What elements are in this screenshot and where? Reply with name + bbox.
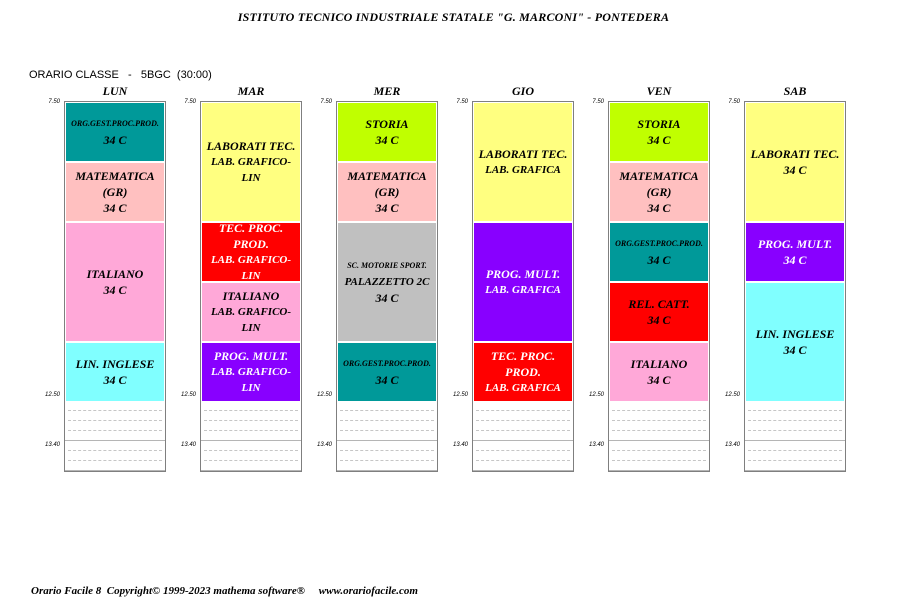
empty-row-line	[748, 450, 842, 451]
lesson-room: 34 C	[375, 373, 399, 387]
empty-row-line	[748, 460, 842, 461]
lesson-cell[interactable]	[474, 103, 572, 223]
time-label: 7.50	[592, 99, 604, 105]
lesson-subject: REL. CATT.	[628, 297, 690, 311]
empty-row-line	[204, 410, 298, 411]
lesson-cell[interactable]	[202, 283, 300, 343]
lesson-room: 34 C	[647, 201, 671, 215]
lesson-room: LAB. GRAFICO-LIN	[210, 306, 292, 334]
empty-row-line	[340, 460, 434, 461]
empty-row-line	[476, 430, 570, 431]
lesson-subject: ITALIANO	[630, 357, 688, 371]
empty-row-line	[748, 410, 842, 411]
time-label: 12.50	[44, 392, 60, 398]
school-title: ISTITUTO TECNICO INDUSTRIALE STATALE "G. MARCONI" - PONTEDERA	[237, 10, 670, 24]
empty-row-line	[204, 450, 298, 451]
empty-row-line	[68, 450, 162, 451]
lesson-cell[interactable]	[66, 103, 164, 163]
time-label: 7.50	[728, 99, 740, 105]
empty-row-line	[201, 440, 301, 441]
lesson-room: 34 C	[647, 373, 671, 387]
day-header-mer: MER	[373, 84, 401, 98]
time-label: 7.50	[320, 99, 332, 105]
lesson-cell[interactable]	[610, 283, 708, 343]
empty-row-line	[476, 410, 570, 411]
time-label: 13.40	[316, 442, 332, 448]
lesson-subject: TEC. PROC. PROD.	[218, 221, 284, 251]
lesson-room: 34 C	[647, 313, 671, 327]
lesson-room: PALAZZETTO 2C	[344, 276, 430, 288]
empty-row-line	[745, 470, 845, 471]
lesson-cell[interactable]	[338, 343, 436, 403]
lesson-cell[interactable]	[474, 343, 572, 403]
lesson-room: LAB. GRAFICO-LIN	[210, 366, 292, 394]
day-column-gio	[472, 101, 574, 472]
lesson-cell[interactable]	[746, 223, 844, 283]
lesson-room: LAB. GRAFICA	[485, 164, 561, 176]
lesson-cell[interactable]	[610, 163, 708, 223]
empty-row-line	[612, 430, 706, 431]
empty-row-line	[68, 460, 162, 461]
lesson-room: 34 C	[103, 201, 127, 215]
time-label: 12.50	[180, 392, 196, 398]
lesson-cell[interactable]	[338, 103, 436, 163]
lesson-subject: ORG.GEST.PROC.PROD.	[71, 119, 159, 128]
lesson-room: LAB. GRAFICO-LIN	[210, 156, 292, 184]
lesson-subject: STORIA	[365, 117, 409, 131]
lesson-cell[interactable]	[610, 223, 708, 283]
time-label: 13.40	[724, 442, 740, 448]
lesson-subject: ORG.GEST.PROC.PROD.	[343, 359, 431, 368]
empty-row-line	[745, 440, 845, 441]
day-column-mar	[200, 101, 302, 472]
lesson-cell[interactable]	[202, 343, 300, 403]
lesson-cell[interactable]	[202, 223, 300, 283]
day-header-mar: MAR	[237, 84, 265, 98]
time-label: 12.50	[452, 392, 468, 398]
lesson-subject: MATEMATICA (GR)	[75, 169, 155, 199]
time-label: 7.50	[184, 99, 196, 105]
time-label: 13.40	[44, 442, 60, 448]
lesson-subject: STORIA	[637, 117, 681, 131]
lesson-room: 34 C	[647, 133, 671, 147]
lesson-room: 34 C	[103, 283, 127, 297]
empty-row-line	[473, 470, 573, 471]
lesson-room: 34 C	[783, 253, 807, 267]
lesson-room: LAB. GRAFICA	[485, 382, 561, 394]
empty-row-line	[204, 420, 298, 421]
empty-row-line	[473, 440, 573, 441]
lesson-room: 34 C	[783, 343, 807, 357]
lesson-room: LAB. GRAFICA	[485, 284, 561, 296]
lesson-cell[interactable]	[746, 103, 844, 223]
lesson-subject: SC. MOTORIE SPORT.	[347, 261, 427, 270]
time-label: 7.50	[48, 99, 60, 105]
empty-row-line	[337, 440, 437, 441]
lesson-subject: PROG. MULT.	[485, 267, 561, 281]
lesson-subject: ORG.GEST.PROC.PROD.	[615, 239, 703, 248]
lesson-cell[interactable]	[338, 223, 436, 343]
lesson-room: 34 C	[375, 133, 399, 147]
lesson-room: 34 C	[783, 163, 807, 177]
time-label: 7.50	[456, 99, 468, 105]
lesson-subject: MATEMATICA (GR)	[347, 169, 427, 199]
time-label: 13.40	[180, 442, 196, 448]
lesson-subject: LABORATI TEC.	[750, 147, 840, 161]
empty-row-line	[65, 440, 165, 441]
empty-row-line	[68, 410, 162, 411]
lesson-subject: MATEMATICA (GR)	[619, 169, 699, 199]
lesson-subject: LIN. INGLESE	[75, 357, 155, 371]
footer-copyright: Orario Facile 8 Copyright© 1999-2023 mathema software® www.orariofacile.com	[31, 585, 418, 597]
empty-row-line	[612, 450, 706, 451]
time-label: 12.50	[724, 392, 740, 398]
lesson-room: 34 C	[375, 201, 399, 215]
lesson-cell[interactable]	[338, 163, 436, 223]
lesson-subject: LABORATI TEC.	[478, 147, 568, 161]
time-label: 12.50	[588, 392, 604, 398]
day-header-gio: GIO	[511, 84, 534, 98]
day-column-lun	[64, 101, 166, 472]
lesson-subject: PROG. MULT.	[213, 349, 289, 363]
empty-row-line	[204, 430, 298, 431]
time-label: 12.50	[316, 392, 332, 398]
lesson-subject: TEC. PROC. PROD.	[490, 349, 556, 379]
empty-row-line	[748, 430, 842, 431]
lesson-cell[interactable]	[66, 163, 164, 223]
empty-row-line	[476, 420, 570, 421]
day-header-ven: VEN	[646, 84, 672, 98]
empty-row-line	[201, 470, 301, 471]
day-column-ven	[608, 101, 710, 472]
class-label: ORARIO CLASSE - 5BGC (30:00)	[29, 69, 212, 81]
empty-row-line	[476, 450, 570, 451]
empty-row-line	[68, 420, 162, 421]
lesson-subject: ITALIANO	[86, 267, 144, 281]
lesson-cell[interactable]	[610, 103, 708, 163]
time-label: 13.40	[452, 442, 468, 448]
lesson-subject: PROG. MULT.	[757, 237, 833, 251]
empty-row-line	[612, 410, 706, 411]
lesson-subject: ITALIANO	[222, 289, 280, 303]
lesson-room: LAB. GRAFICO-LIN	[210, 254, 292, 282]
empty-row-line	[340, 450, 434, 451]
empty-row-line	[65, 470, 165, 471]
lesson-cell[interactable]	[66, 343, 164, 403]
empty-row-line	[337, 470, 437, 471]
lesson-room: 34 C	[647, 253, 671, 267]
empty-row-line	[68, 430, 162, 431]
lesson-subject: LIN. INGLESE	[755, 327, 835, 341]
lesson-cell[interactable]	[202, 103, 300, 223]
day-column-mer	[336, 101, 438, 472]
empty-row-line	[609, 470, 709, 471]
lesson-cell[interactable]	[746, 283, 844, 403]
lesson-cell[interactable]	[66, 223, 164, 343]
lesson-room: 34 C	[103, 133, 127, 147]
empty-row-line	[609, 440, 709, 441]
empty-row-line	[340, 420, 434, 421]
lesson-room: 34 C	[103, 373, 127, 387]
empty-row-line	[340, 430, 434, 431]
lesson-cell[interactable]	[610, 343, 708, 403]
lesson-subject: LABORATI TEC.	[206, 139, 296, 153]
empty-row-line	[476, 460, 570, 461]
day-header-lun: LUN	[102, 84, 128, 98]
empty-row-line	[204, 460, 298, 461]
lesson-cell[interactable]	[474, 223, 572, 343]
empty-row-line	[612, 420, 706, 421]
lesson-room-secondary: 34 C	[375, 291, 399, 305]
empty-row-line	[340, 410, 434, 411]
time-label: 13.40	[588, 442, 604, 448]
day-column-sab	[744, 101, 846, 472]
empty-row-line	[748, 420, 842, 421]
empty-row-line	[612, 460, 706, 461]
day-header-sab: SAB	[783, 84, 807, 98]
